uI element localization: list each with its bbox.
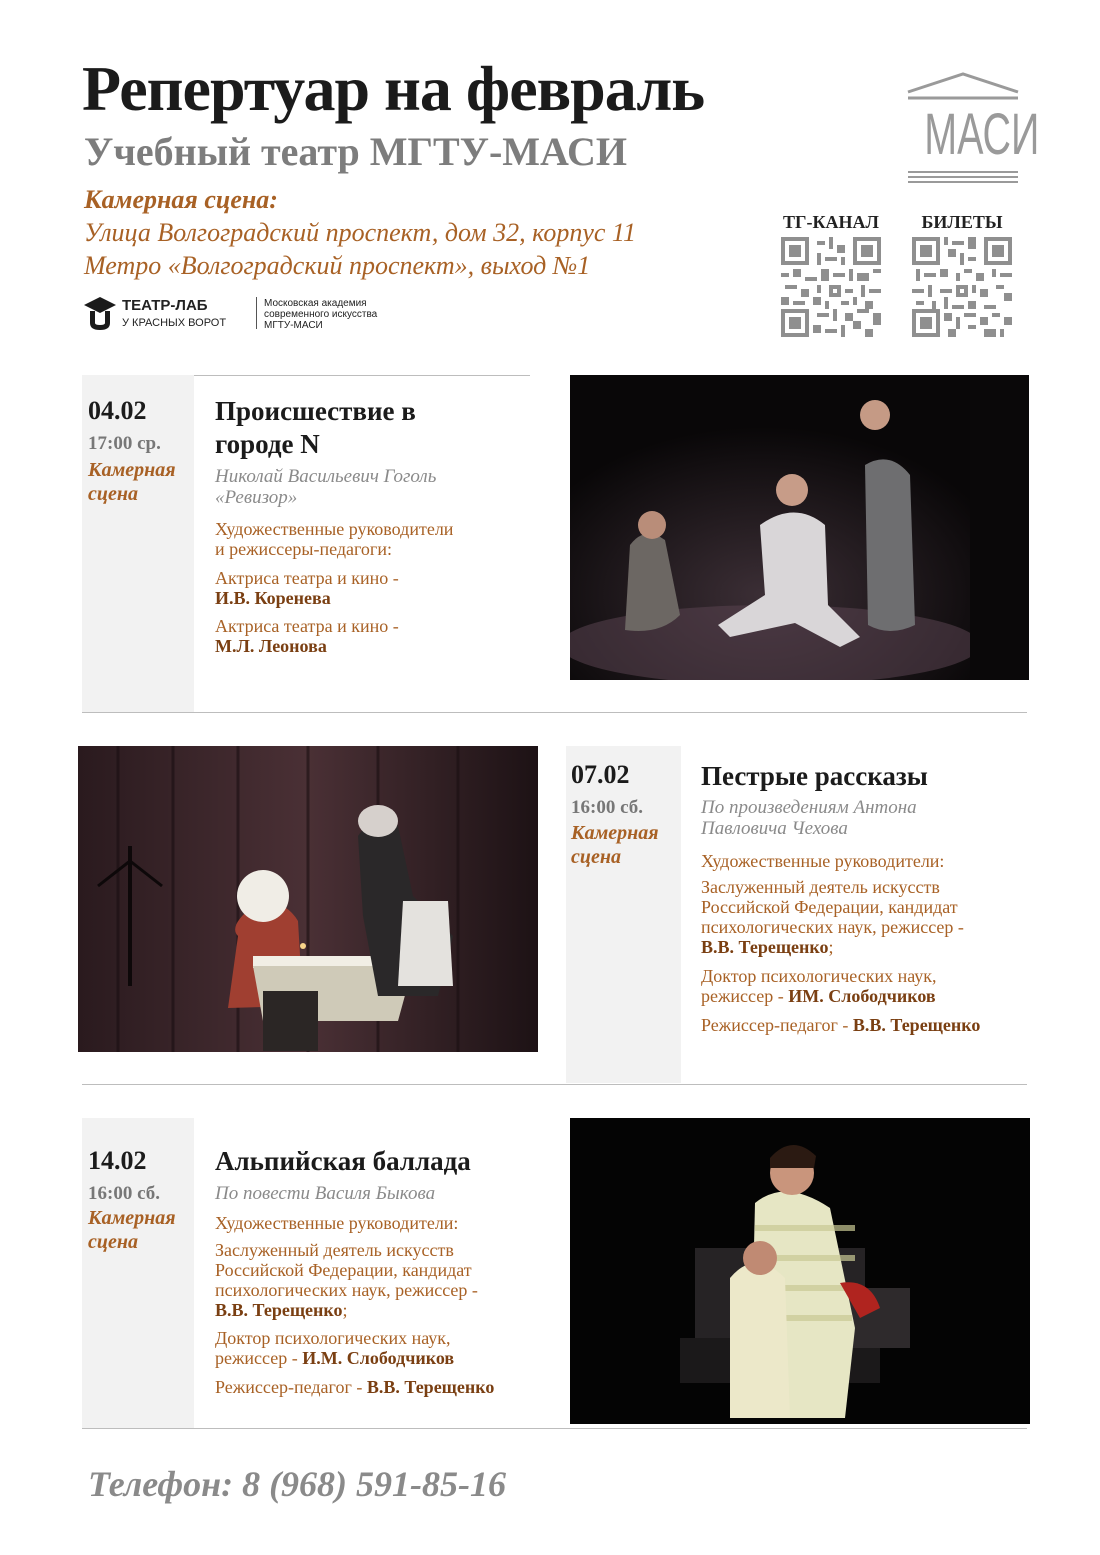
tg-channel-label: ТГ-КАНАЛ: [783, 212, 879, 232]
masi-logo-text: МАСИ: [924, 102, 1040, 167]
event-1-author: Николай Васильевич Гоголь «Ревизор»: [215, 466, 437, 508]
event-1-time: 17:00 ср.: [88, 433, 161, 454]
event-1-scene: Камерная сцена: [88, 459, 176, 505]
event-3-time: 16:00 сб.: [88, 1183, 160, 1204]
venue-address: Улица Волгоградский проспект, дом 32, корпус 11: [84, 218, 636, 247]
event-3-credit-3: Режиссер-педагог - В.В. Терещенко: [215, 1377, 495, 1397]
event-1-title: Происшествие в городе N: [215, 396, 416, 459]
academy-line3: МГТУ-МАСИ: [264, 320, 323, 331]
event-2-credits-heading: Художественные руководители:: [701, 851, 945, 871]
event-1-credit-1: Актриса театра и кино - И.В. Коренева: [215, 568, 399, 608]
tickets-qr-code[interactable]: [912, 237, 1012, 337]
event-3-stage-scene-image: [570, 1118, 1030, 1424]
academy-line1: Московская академия: [264, 298, 367, 309]
divider-2: [82, 1084, 1027, 1085]
theatre-lab-sub: У КРАСНЫХ ВОРОТ: [122, 317, 227, 329]
phone-number[interactable]: Телефон: 8 (968) 591-85-16: [88, 1464, 507, 1504]
logo-divider: [256, 297, 257, 329]
event-1-credits-heading: Художественные руководители и режиссеры-педагоги:: [215, 519, 454, 559]
event-2-credit-1: Заслуженный деятель искусств Российской Федерации, кандидат психологических наук, режиссер - В.В. Терещенко;: [701, 877, 964, 957]
event-3-credit-1: Заслуженный деятель искусств Российской Федерации, кандидат психологических наук, режиссер - В.В. Терещенко;: [215, 1240, 478, 1320]
event-3-date: 14.02: [88, 1146, 147, 1175]
masi-logo: [906, 72, 1040, 186]
tickets-label: БИЛЕТЫ: [921, 212, 1003, 232]
event-3-credits-heading: Художественные руководители:: [215, 1213, 459, 1233]
event-2-scene: Камерная сцена: [571, 822, 659, 868]
event-1-credit-2: Актриса театра и кино - М.Л. Леонова: [215, 616, 399, 656]
event-3-title: Альпийская баллада: [215, 1146, 471, 1176]
event-2-date: 07.02: [571, 760, 630, 789]
event-3-author: По повести Василя Быкова: [215, 1183, 436, 1204]
theatre-lab-logo-icon: [84, 297, 116, 331]
event-1-photo: [570, 375, 1029, 680]
divider-3: [82, 1428, 1027, 1429]
theatre-lab-name: ТЕАТР-ЛАБ: [122, 297, 208, 314]
event-1-top-rule: [194, 375, 530, 376]
venue-metro: Метро «Волгоградский проспект», выход №1: [84, 251, 591, 280]
event-2-title: Пестрые рассказы: [701, 761, 928, 791]
academy-line2: современного искусства: [264, 309, 378, 320]
venue-heading: Камерная сцена:: [84, 185, 278, 214]
event-2-credit-2: Доктор психологических наук, режиссер - ИМ. Слободчиков: [701, 966, 937, 1006]
event-2-credit-3: Режиссер-педагог - В.В. Терещенко: [701, 1015, 981, 1035]
event-1-date: 04.02: [88, 396, 147, 425]
event-2-stage-scene-image: [78, 746, 538, 1052]
page-title: Репертуар на февраль: [82, 53, 705, 124]
event-1-stage-scene-image: [570, 375, 1029, 680]
divider-1: [82, 712, 1027, 713]
event-2-photo: [78, 746, 538, 1052]
event-3-credit-2: Доктор психологических наук, режиссер - И.М. Слободчиков: [215, 1328, 455, 1368]
tg-channel-qr-code[interactable]: [781, 237, 881, 337]
event-2-time: 16:00 сб.: [571, 797, 643, 818]
event-3-scene: Камерная сцена: [88, 1207, 176, 1253]
event-2-author: По произведениям Антона Павловича Чехова: [701, 797, 917, 839]
page-subtitle: Учебный театр МГТУ-МАСИ: [84, 129, 627, 174]
event-3-photo: [570, 1118, 1030, 1424]
partner-logos: [84, 295, 414, 335]
